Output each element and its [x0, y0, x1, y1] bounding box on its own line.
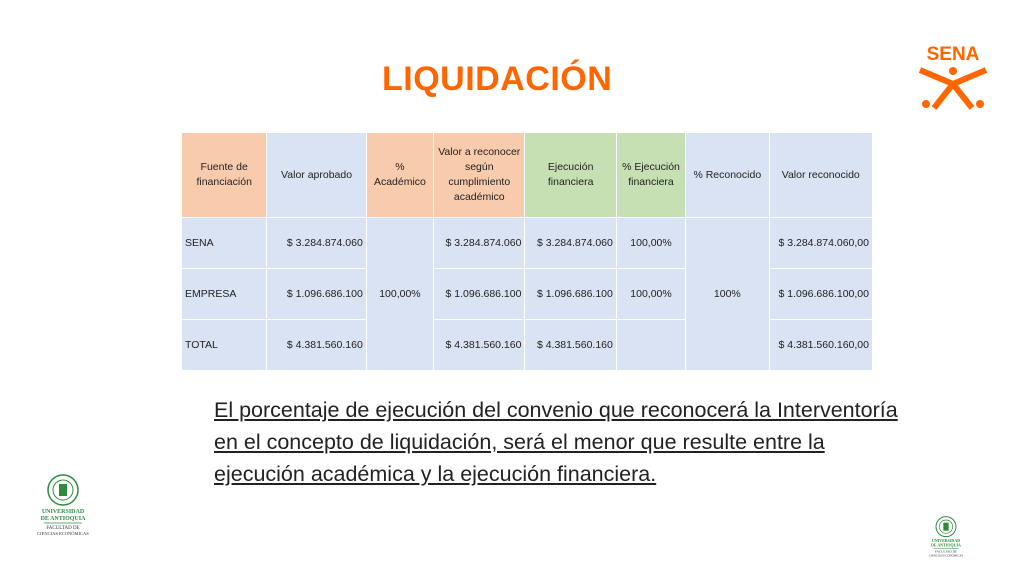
- header-pct-ejecucion: % Ejecución financiera: [617, 133, 685, 217]
- cell-ejecucion: $ 1.096.686.100: [525, 269, 615, 319]
- udea-small-line3: FACULTAD DE: [934, 549, 958, 554]
- cell-ejecucion: $ 4.381.560.160: [525, 320, 615, 370]
- table-row: [182, 218, 872, 268]
- cell-valor-reconocido: $ 3.284.874.060,00: [770, 218, 873, 268]
- udea-small-line2: DE ANTIOQUIA: [931, 542, 961, 548]
- cell-valor-reconocido: $ 4.381.560.160,00: [770, 320, 873, 370]
- cell-aprobado: $ 4.381.560.160: [267, 320, 365, 370]
- cell-pct-reconocido: 100%: [686, 218, 768, 370]
- udea-small-line4: CIENCIAS ECONÓMICAS: [928, 553, 964, 558]
- note-paragraph: El porcentaje de ejecución del convenio que reconocerá la Interventoría en el concepto de liquidación, será el menor que resulte entre la ejecución académica y la ejecución financiera.: [214, 398, 898, 486]
- udea-line2: DE ANTIOQUIA: [40, 516, 86, 522]
- cell-reconocer: $ 4.381.560.160: [434, 320, 524, 370]
- header-fuente: Fuente de financiación: [182, 133, 266, 217]
- cell-fuente: TOTAL: [182, 320, 266, 370]
- udea-logo: [30, 472, 96, 542]
- header-academico: % Académico: [367, 133, 433, 217]
- cell-pct-ejecucion: [617, 320, 685, 370]
- header-valor-reconocer: Valor a reconocer según cumplimiento académico: [434, 133, 524, 217]
- cell-fuente: SENA: [182, 218, 266, 268]
- udea-small-line1: UNIVERSIDAD: [931, 538, 961, 543]
- cell-pct-academico: 100,00%: [367, 218, 433, 370]
- table-row: [182, 269, 872, 319]
- sena-logo: [914, 40, 992, 110]
- udea-line3: FACULTAD DE: [46, 526, 80, 531]
- cell-aprobado: $ 1.096.686.100: [267, 269, 365, 319]
- table-header-row: [182, 133, 872, 217]
- cell-pct-ejecucion: 100,00%: [617, 218, 685, 268]
- header-pct-reconocido: % Reconocido: [686, 133, 768, 217]
- cell-ejecucion: $ 3.284.874.060: [525, 218, 615, 268]
- liquidation-table: [181, 132, 873, 371]
- cell-reconocer: $ 3.284.874.060: [434, 218, 524, 268]
- header-valor-aprobado: Valor aprobado: [267, 133, 365, 217]
- udea-line1: UNIVERSIDAD: [41, 509, 85, 515]
- header-ejecucion: Ejecución financiera: [525, 133, 615, 217]
- sena-logo-text: SENA: [926, 44, 980, 65]
- cell-fuente: EMPRESA: [182, 269, 266, 319]
- page-title: LIQUIDACIÓN: [382, 60, 613, 98]
- udea-line4: CIENCIAS ECONÓMICAS: [37, 531, 89, 536]
- udea-logo-small: [924, 514, 968, 562]
- table-row: [182, 320, 872, 370]
- cell-valor-reconocido: $ 1.096.686.100,00: [770, 269, 873, 319]
- cell-pct-ejecucion: 100,00%: [617, 269, 685, 319]
- header-valor-reconocido: Valor reconocido: [770, 133, 873, 217]
- cell-reconocer: $ 1.096.686.100: [434, 269, 524, 319]
- cell-aprobado: $ 3.284.874.060: [267, 218, 365, 268]
